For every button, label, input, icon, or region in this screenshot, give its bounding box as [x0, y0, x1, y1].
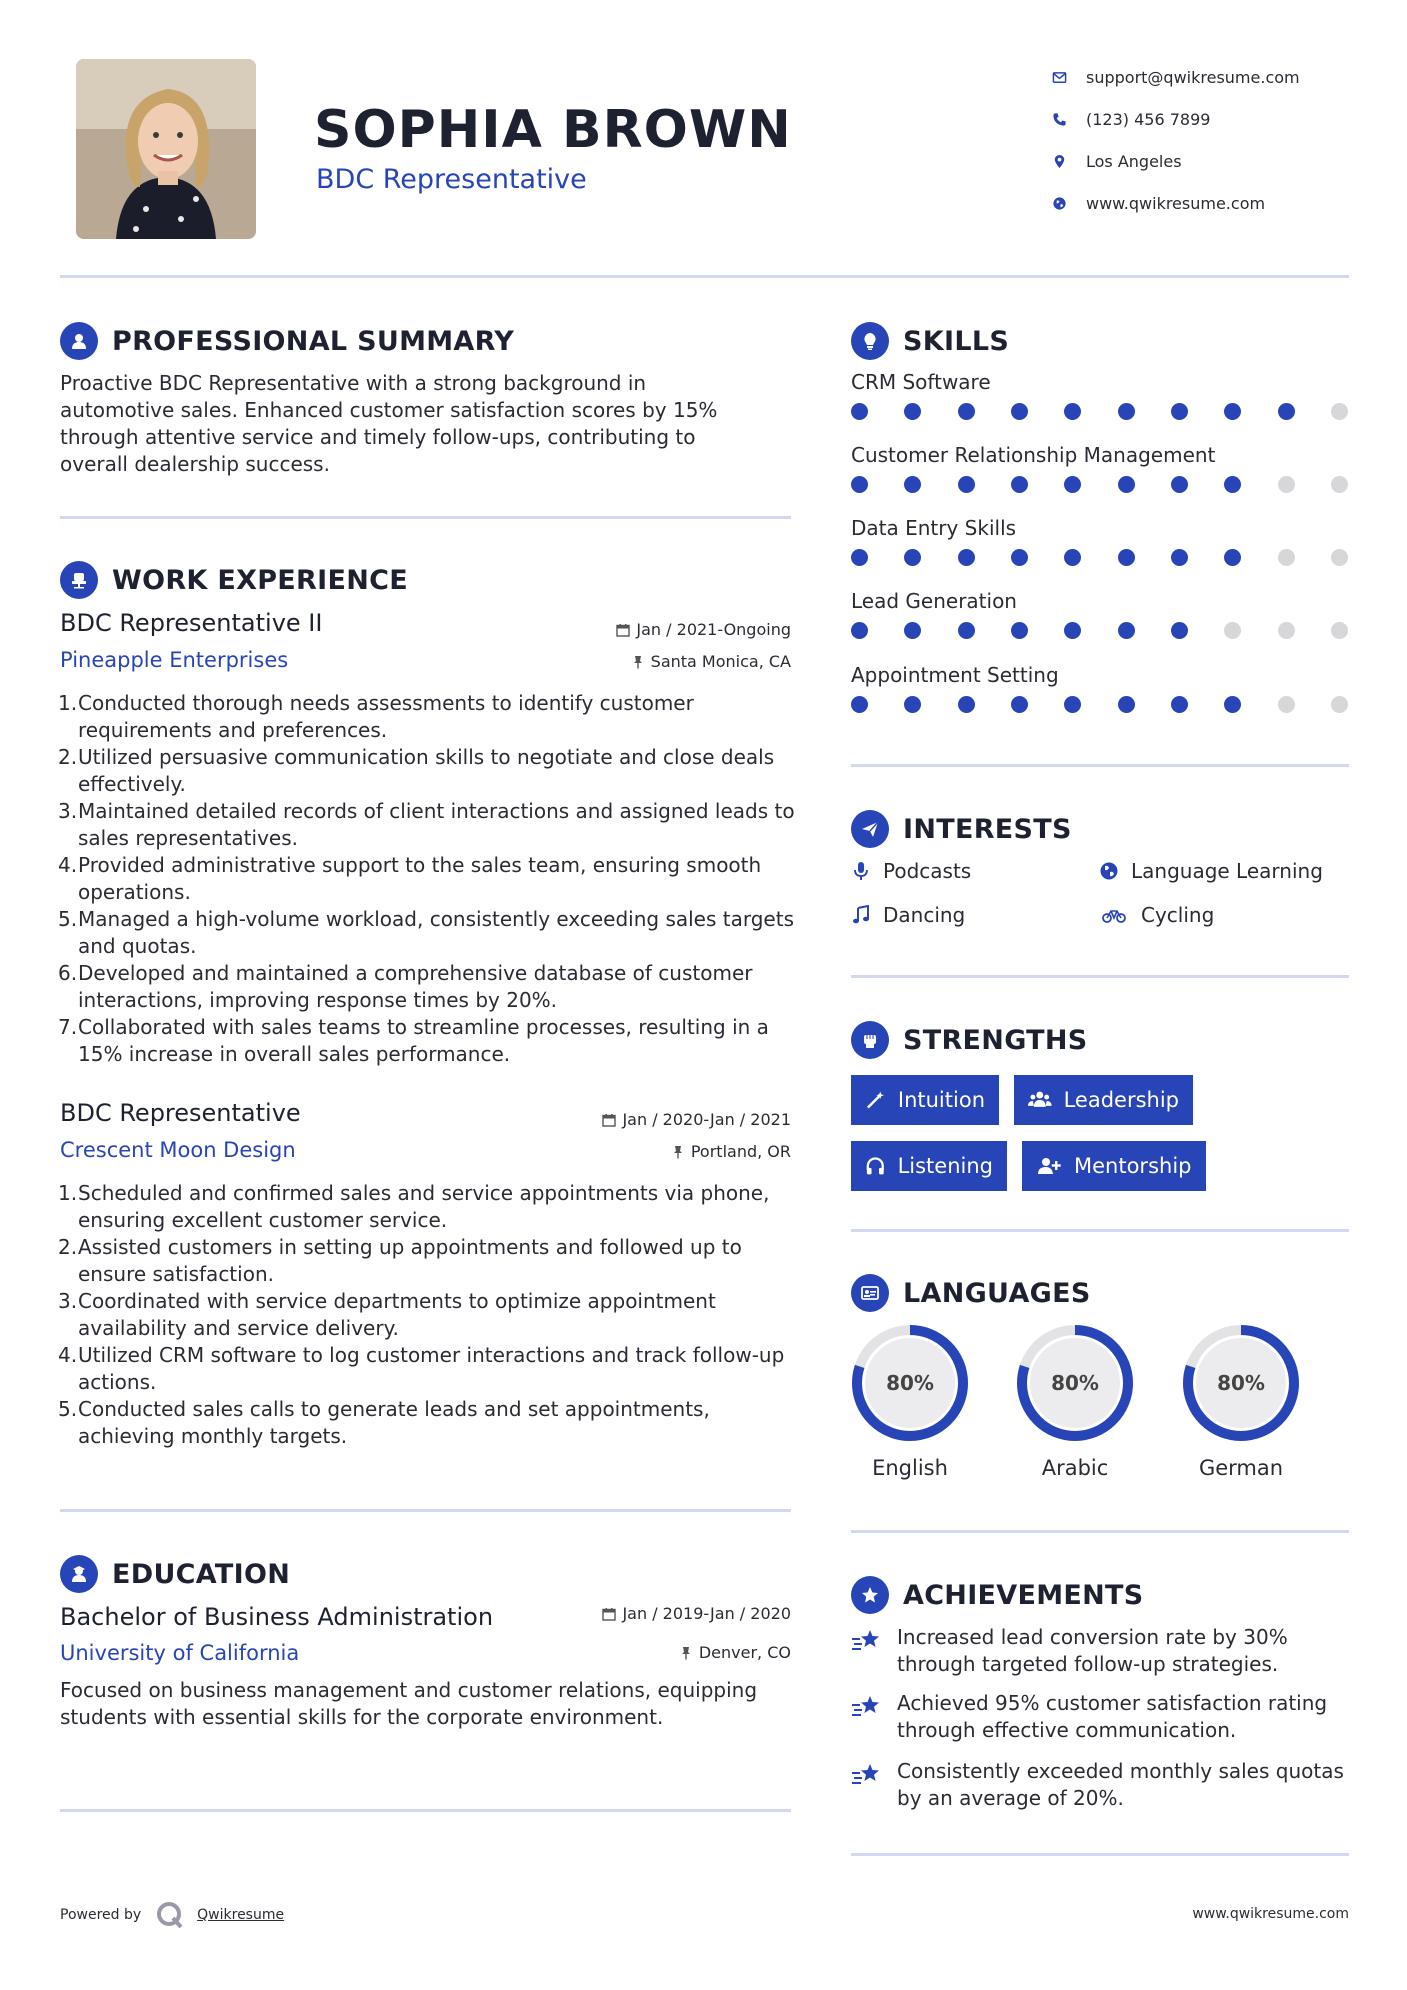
experience-divider — [60, 1509, 791, 1512]
skill-name: Appointment Setting — [851, 663, 1059, 687]
rating-dot — [1331, 549, 1348, 566]
strength-leadership — [1014, 1075, 1193, 1125]
rating-dot — [1118, 549, 1135, 566]
interests-divider — [851, 975, 1349, 978]
job-2-dates — [480, 1110, 791, 1129]
interest-language-learning — [1099, 859, 1323, 883]
language-progress-ring — [1180, 1322, 1302, 1444]
contact-location — [1050, 140, 1380, 182]
envelope-icon — [1050, 70, 1086, 85]
rating-dot — [958, 403, 975, 420]
job-1-location — [480, 652, 791, 671]
education-dates-text: Jan / 2019-Jan / 2020 — [622, 1604, 791, 1623]
rating-dot — [1011, 622, 1028, 639]
calendar-icon — [616, 623, 630, 637]
footer-powered-by — [60, 1900, 284, 1930]
fist-icon — [851, 1021, 889, 1059]
microphone-icon — [851, 861, 871, 881]
lightbulb-icon — [851, 322, 889, 360]
rating-dot — [1064, 622, 1081, 639]
skill-name: CRM Software — [851, 370, 991, 394]
language-item — [1014, 1322, 1136, 1480]
rating-dot — [904, 696, 921, 713]
job-1-location-text: Santa Monica, CA — [650, 652, 791, 671]
rating-dot — [1064, 403, 1081, 420]
strengths-divider — [851, 1229, 1349, 1232]
strengths-title: STRENGTHS — [903, 1024, 1088, 1056]
rating-dot — [851, 696, 868, 713]
achievement-item — [851, 1624, 1371, 1678]
powered-by-label: Powered by — [60, 1907, 142, 1923]
education-divider — [60, 1809, 791, 1812]
language-progress-ring — [1014, 1322, 1136, 1444]
summary-title: PROFESSIONAL SUMMARY — [112, 325, 515, 357]
contact-location-text: Los Angeles — [1086, 151, 1182, 171]
rating-dot — [1331, 476, 1348, 493]
skills-heading — [851, 322, 1009, 360]
rating-dot — [958, 476, 975, 493]
contact-phone-text: (123) 456 7899 — [1086, 109, 1211, 129]
strength-listening — [851, 1141, 1007, 1191]
star-badge-icon — [851, 1576, 889, 1614]
rating-dot — [1278, 696, 1295, 713]
rating-dot — [1224, 549, 1241, 566]
rating-dot — [1011, 476, 1028, 493]
education-title: EDUCATION — [112, 1558, 291, 1590]
list-item: 2. Assisted customers in setting up appointments and followed up to ensure satisfaction. — [58, 1235, 742, 1286]
rating-dot — [1118, 696, 1135, 713]
rating-dot — [1118, 476, 1135, 493]
language-percent: 80% — [1051, 1371, 1099, 1395]
rating-dot — [1171, 622, 1188, 639]
language-item — [1180, 1322, 1302, 1480]
job-1-title: BDC Representative II — [60, 609, 323, 637]
interest-label: Dancing — [883, 903, 966, 927]
skill-name: Customer Relationship Management — [851, 443, 1216, 467]
rating-dot — [1278, 622, 1295, 639]
education-location-text: Denver, CO — [698, 1643, 791, 1662]
list-item: 1. Conducted thorough needs assessments to identify customer requirements and preferences. — [58, 691, 694, 742]
skills-divider — [851, 764, 1349, 767]
rating-dot — [1171, 403, 1188, 420]
list-item: 5. Managed a high-volume workload, consistently exceeding sales targets and quotas. — [58, 907, 794, 958]
strength-label: Leadership — [1063, 1088, 1179, 1112]
candidate-title: BDC Representative — [316, 164, 587, 195]
job-1-dates — [480, 620, 791, 639]
calendar-icon — [602, 1607, 616, 1621]
rating-dot — [1011, 403, 1028, 420]
rating-dot — [1331, 696, 1348, 713]
rating-dot — [851, 622, 868, 639]
skill-rating — [851, 622, 1348, 639]
achievements-heading — [851, 1576, 1144, 1614]
language-progress-ring — [849, 1322, 971, 1444]
id-card-icon — [851, 1274, 889, 1312]
rating-dot — [851, 403, 868, 420]
map-pin-icon — [1050, 154, 1086, 169]
brand-link[interactable]: Qwikresume — [197, 1907, 285, 1923]
interest-podcasts — [851, 859, 971, 883]
skill-row — [851, 663, 1351, 713]
list-item: 4. Utilized CRM software to log customer interactions and track follow-up actions. — [58, 1343, 785, 1394]
globe-icon — [1050, 196, 1086, 211]
music-note-icon — [851, 905, 871, 925]
list-item: 6. Developed and maintained a comprehensive database of customer interactions, improving response times by 20%. — [58, 961, 753, 1012]
job-2-company: Crescent Moon Design — [60, 1138, 296, 1162]
profile-photo — [76, 59, 256, 239]
rating-dot — [851, 549, 868, 566]
headphones-icon — [865, 1155, 886, 1177]
skill-row — [851, 370, 1351, 420]
strength-intuition — [851, 1075, 999, 1125]
experience-heading — [60, 561, 408, 599]
contact-email-text: support@qwikresume.com — [1086, 67, 1300, 87]
interest-label: Cycling — [1141, 903, 1215, 927]
qwikresume-logo-icon — [155, 1900, 185, 1930]
achievement-item — [851, 1758, 1371, 1812]
achievements-title: ACHIEVEMENTS — [903, 1579, 1144, 1611]
strength-label: Listening — [897, 1154, 993, 1178]
language-item — [849, 1322, 971, 1480]
job-2-location-text: Portland, OR — [690, 1142, 791, 1161]
contact-phone[interactable] — [1050, 98, 1380, 140]
list-item: 3. Coordinated with service departments to optimize appointment availability and service delivery. — [58, 1289, 716, 1340]
pushpin-icon — [631, 655, 645, 669]
shooting-star-icon — [851, 1760, 883, 1790]
summary-divider — [60, 516, 791, 519]
language-name: Arabic — [1041, 1456, 1109, 1480]
contact-website-text: www.qwikresume.com — [1086, 193, 1266, 213]
strength-label: Mentorship — [1074, 1154, 1192, 1178]
strength-label: Intuition — [897, 1088, 985, 1112]
rating-dot — [1331, 622, 1348, 639]
interest-cycling — [1099, 903, 1214, 927]
languages-title: LANGUAGES — [903, 1277, 1091, 1309]
list-item: 1. Scheduled and confirmed sales and service appointments via phone, ensuring excellent customer service. — [58, 1181, 770, 1232]
job-2-bullets — [60, 1180, 795, 1450]
job-1-dates-text: Jan / 2021-Ongoing — [636, 620, 791, 639]
globe-icon — [1099, 861, 1119, 881]
achievement-text: Achieved 95% customer satisfaction rating through effective communication. — [897, 1691, 1328, 1742]
language-percent: 80% — [886, 1371, 934, 1395]
rating-dot — [1118, 403, 1135, 420]
summary-heading — [60, 322, 514, 360]
language-name: English — [872, 1456, 948, 1480]
education-school: University of California — [60, 1641, 300, 1665]
skill-rating — [851, 403, 1348, 420]
skill-row — [851, 443, 1351, 493]
skill-name: Lead Generation — [851, 589, 1017, 613]
skill-name: Data Entry Skills — [851, 516, 1017, 540]
rating-dot — [1064, 476, 1081, 493]
pushpin-icon — [679, 1646, 693, 1660]
rating-dot — [1278, 549, 1295, 566]
interests-heading — [851, 810, 1072, 848]
interest-dancing — [851, 903, 965, 927]
rating-dot — [958, 549, 975, 566]
rating-dot — [1064, 696, 1081, 713]
skill-rating — [851, 549, 1348, 566]
rating-dot — [1011, 696, 1028, 713]
achievements-divider — [851, 1853, 1349, 1856]
list-item: 4. Provided administrative support to the sales team, ensuring smooth operations. — [58, 853, 762, 904]
job-2-location — [480, 1142, 791, 1161]
summary-text: Proactive BDC Representative with a strong background in automotive sales. Enhanced customer satisfaction scores by 15% through attentive service and timely follow-ups, contributing to overall dealership success. — [60, 371, 718, 476]
rating-dot — [1011, 549, 1028, 566]
rating-dot — [1224, 622, 1241, 639]
experience-title: WORK EXPERIENCE — [112, 564, 408, 596]
rating-dot — [904, 403, 921, 420]
rating-dot — [1118, 622, 1135, 639]
contact-block — [1050, 56, 1380, 224]
footer-url[interactable]: www.qwikresume.com — [1192, 1906, 1349, 1922]
user-plus-icon — [1036, 1155, 1062, 1177]
contact-email[interactable] — [1050, 56, 1380, 98]
rating-dot — [1331, 403, 1348, 420]
education-degree: Bachelor of Business Administration — [60, 1603, 494, 1631]
skills-title: SKILLS — [903, 325, 1010, 357]
rating-dot — [1171, 696, 1188, 713]
interest-label: Language Learning — [1131, 859, 1323, 883]
education-dates — [480, 1604, 791, 1623]
job-2-title: BDC Representative — [60, 1099, 301, 1127]
rating-dot — [1278, 403, 1295, 420]
contact-website[interactable] — [1050, 182, 1380, 224]
bicycle-icon — [1099, 905, 1129, 925]
rating-dot — [1224, 696, 1241, 713]
rating-dot — [958, 622, 975, 639]
rating-dot — [904, 622, 921, 639]
rating-dot — [851, 476, 868, 493]
interest-label: Podcasts — [883, 859, 972, 883]
achievement-text: Increased lead conversion rate by 30% through targeted follow-up strategies. — [897, 1625, 1288, 1676]
language-name: German — [1198, 1456, 1284, 1480]
shooting-star-icon — [851, 1692, 883, 1722]
job-1-bullets — [60, 690, 795, 1068]
skill-row — [851, 589, 1351, 639]
achievement-text: Consistently exceeded monthly sales quotas by an average of 20%. — [897, 1759, 1344, 1810]
list-item: 2. Utilized persuasive communication skills to negotiate and close deals effectively. — [58, 745, 775, 796]
list-item: 3. Maintained detailed records of client interactions and assigned leads to sales representatives. — [58, 799, 795, 850]
graduate-icon — [60, 1555, 98, 1593]
education-text: Focused on business management and customer relations, equipping students with essential skills for the corporate environment. — [60, 1678, 758, 1729]
language-percent: 80% — [1217, 1371, 1265, 1395]
rating-dot — [1064, 549, 1081, 566]
job-2-dates-text: Jan / 2020-Jan / 2021 — [622, 1110, 791, 1129]
strength-mentorship — [1022, 1141, 1206, 1191]
rating-dot — [958, 696, 975, 713]
header-divider — [60, 275, 1349, 278]
strengths-heading — [851, 1021, 1088, 1059]
languages-divider — [851, 1530, 1349, 1533]
education-location — [480, 1643, 791, 1662]
magic-wand-icon — [865, 1089, 886, 1111]
users-icon — [1028, 1089, 1052, 1111]
shooting-star-icon — [851, 1626, 883, 1656]
rating-dot — [904, 476, 921, 493]
rating-dot — [1278, 476, 1295, 493]
rating-dot — [1171, 549, 1188, 566]
briefcase-chair-icon — [60, 561, 98, 599]
education-heading — [60, 1555, 290, 1593]
rating-dot — [1171, 476, 1188, 493]
calendar-icon — [602, 1113, 616, 1127]
phone-icon — [1050, 112, 1086, 127]
rating-dot — [904, 549, 921, 566]
candidate-name: SOPHIA BROWN — [314, 100, 792, 160]
job-1-company: Pineapple Enterprises — [60, 648, 289, 672]
paper-plane-icon — [851, 810, 889, 848]
list-item: 7. Collaborated with sales teams to streamline processes, resulting in a 15% increase in overall sales performance. — [58, 1015, 769, 1066]
skill-rating — [851, 696, 1348, 713]
rating-dot — [1224, 403, 1241, 420]
skill-row — [851, 516, 1351, 566]
skill-rating — [851, 476, 1348, 493]
user-icon — [60, 322, 98, 360]
interests-title: INTERESTS — [903, 813, 1072, 845]
languages-heading — [851, 1274, 1091, 1312]
pushpin-icon — [671, 1145, 685, 1159]
rating-dot — [1224, 476, 1241, 493]
achievement-item — [851, 1690, 1371, 1744]
list-item: 5. Conducted sales calls to generate leads and set appointments, achieving monthly targets. — [58, 1397, 710, 1448]
